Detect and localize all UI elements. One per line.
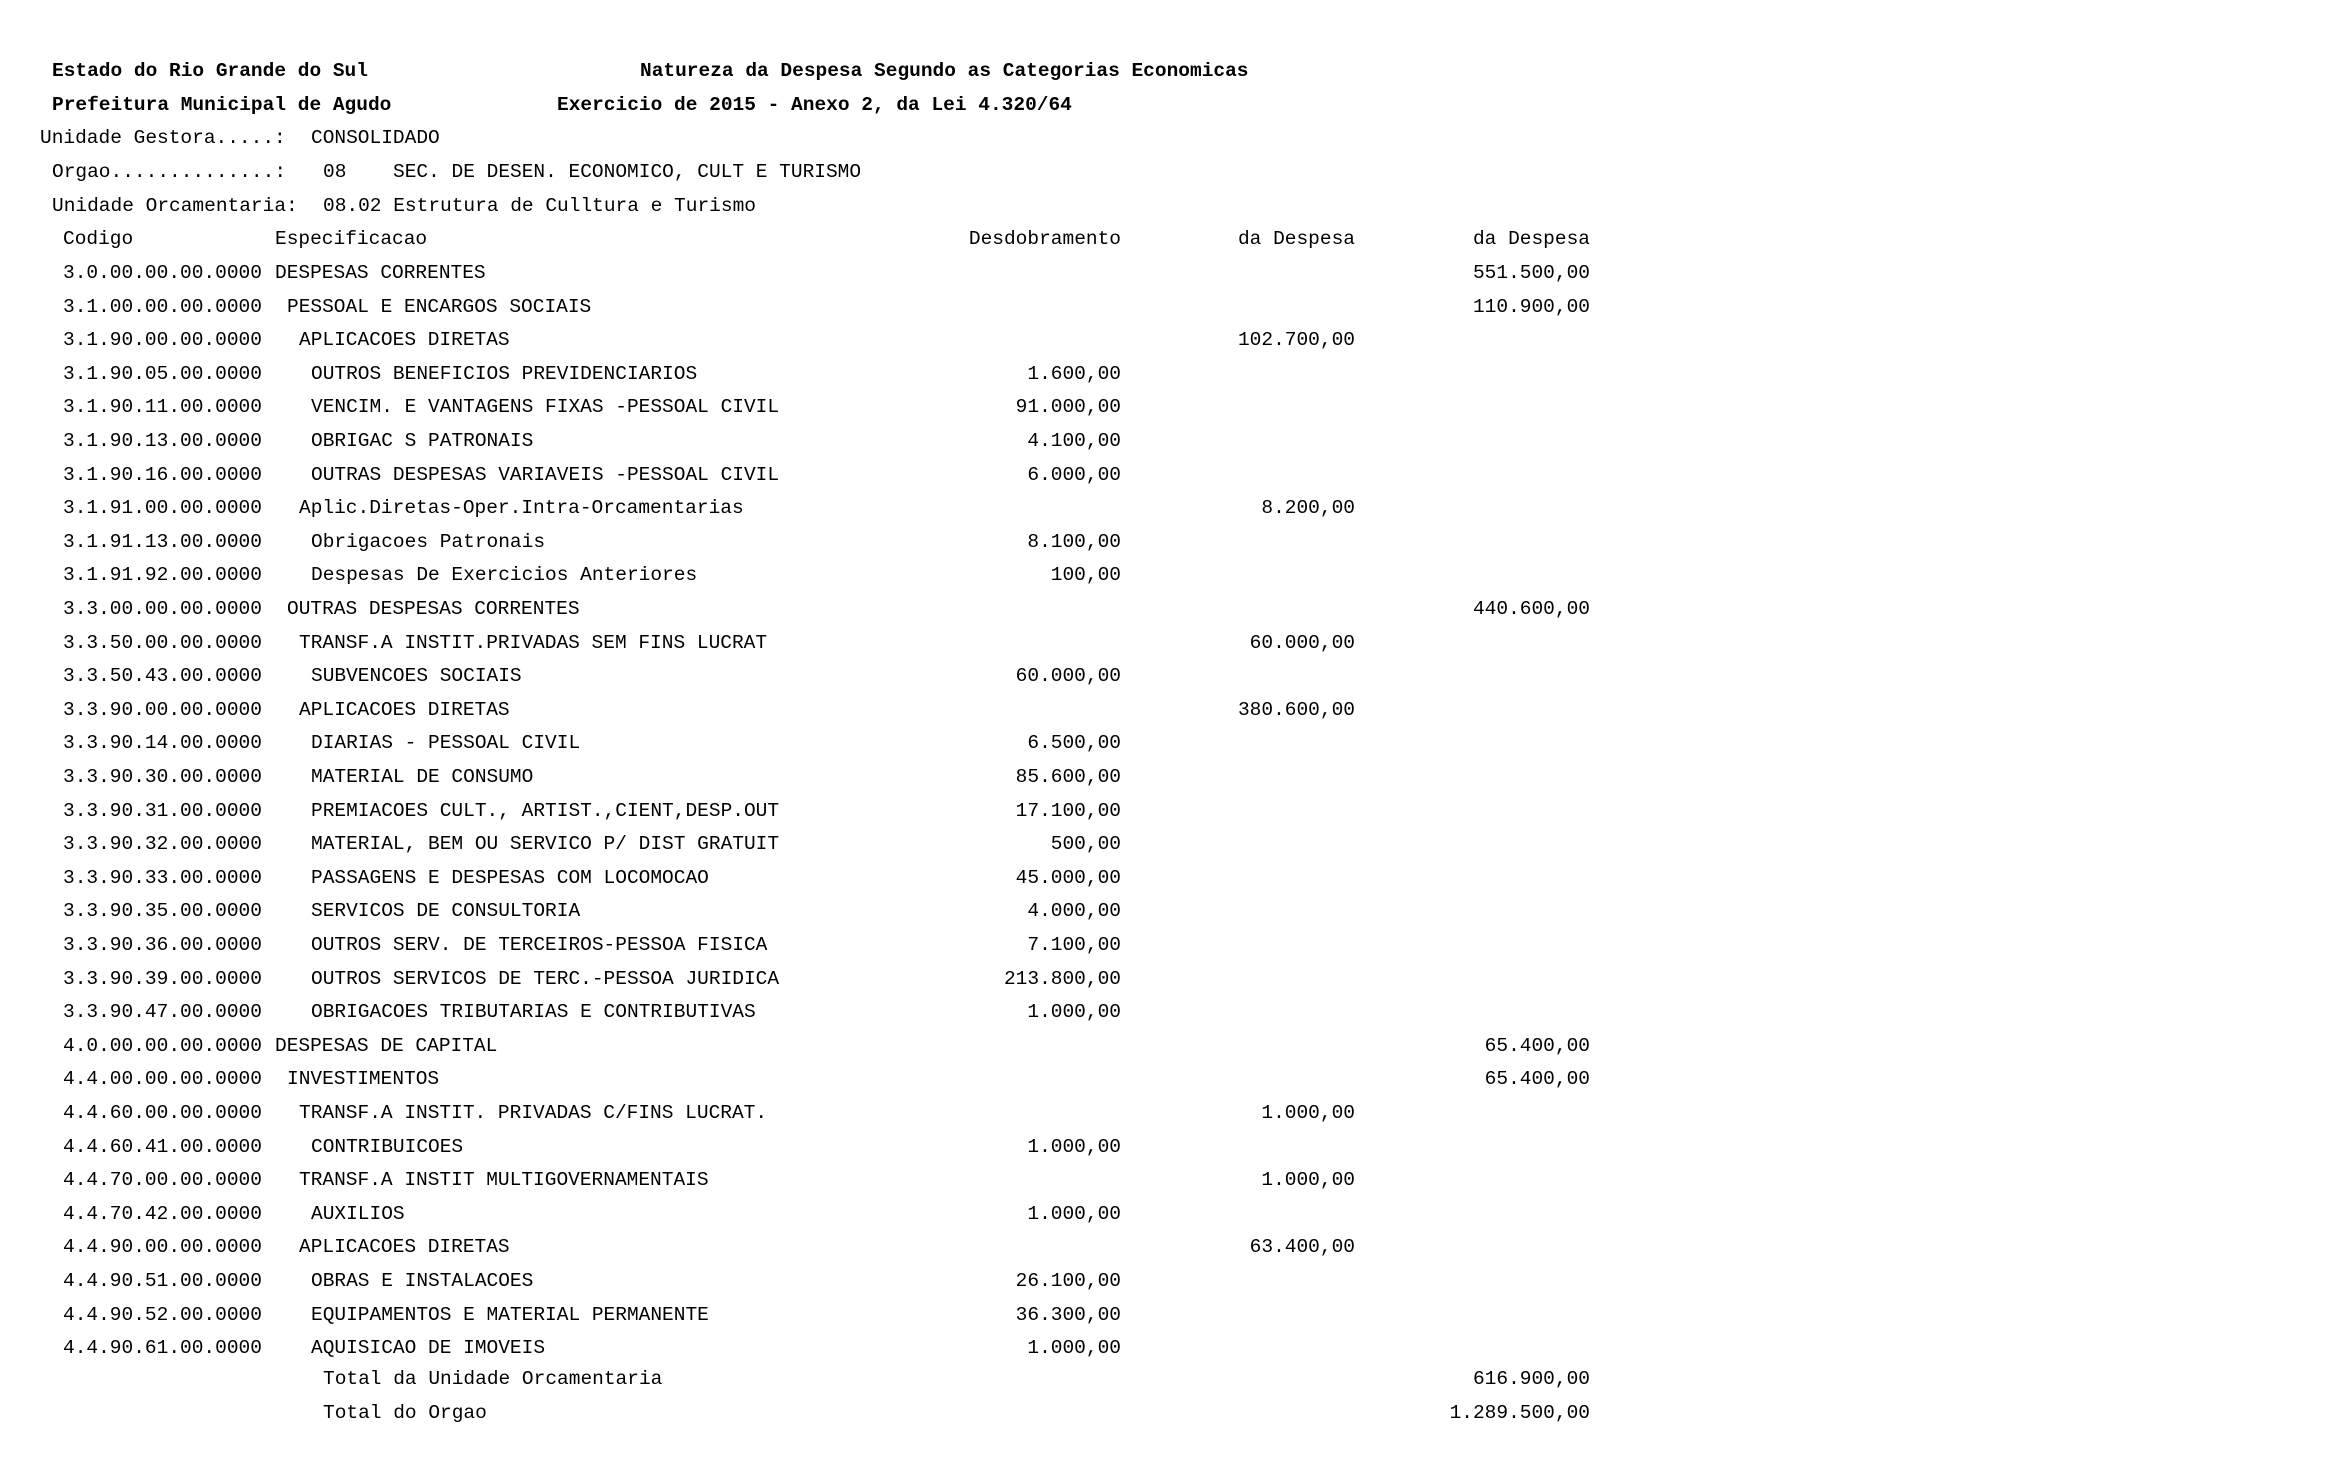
- row-code: 3.3.90.39.00.0000: [63, 968, 262, 990]
- row-despesa: 1.000,00: [1261, 1169, 1355, 1191]
- row-code: 3.0.00.00.00.0000: [63, 262, 262, 284]
- row-description: Aplic.Diretas-Oper.Intra-Orcamentarias: [299, 497, 744, 519]
- row-code: 3.1.90.16.00.0000: [63, 464, 262, 486]
- row-description: SUBVENCOES SOCIAIS: [311, 665, 522, 687]
- total-unidade-value: 616.900,00: [1472, 1368, 1590, 1390]
- orgao-code: 08: [323, 161, 347, 183]
- row-desdobramento: 91.000,00: [1015, 396, 1121, 418]
- row-code: 3.3.90.00.00.0000: [63, 699, 262, 721]
- row-desdobramento: 60.000,00: [1015, 665, 1121, 687]
- row-description: MATERIAL, BEM OU SERVICO P/ DIST GRATUIT: [311, 833, 780, 855]
- row-description: SERVICOS DE CONSULTORIA: [311, 900, 581, 922]
- row-code: 4.4.70.00.00.0000: [63, 1169, 262, 1191]
- row-despesa: 1.000,00: [1261, 1102, 1355, 1124]
- row-code: 3.3.90.32.00.0000: [63, 833, 262, 855]
- unidade-gestora-value: CONSOLIDADO: [311, 127, 440, 149]
- row-code: 3.3.90.31.00.0000: [63, 800, 262, 822]
- column-header-desdobramento: Desdobramento: [968, 228, 1121, 250]
- row-desdobramento: 85.600,00: [1015, 766, 1121, 788]
- row-code: 3.3.50.00.00.0000: [63, 632, 262, 654]
- row-desdobramento: 1.000,00: [1027, 1337, 1121, 1359]
- row-description: CONTRIBUICOES: [311, 1136, 464, 1158]
- row-code: 4.4.90.51.00.0000: [63, 1270, 262, 1292]
- row-desdobramento: 8.100,00: [1027, 531, 1121, 553]
- row-description: TRANSF.A INSTIT. PRIVADAS C/FINS LUCRAT.: [299, 1102, 768, 1124]
- orgao-name: SEC. DE DESEN. ECONOMICO, CULT E TURISMO: [393, 161, 862, 183]
- row-despesa-total: 65.400,00: [1484, 1068, 1590, 1090]
- row-description: PASSAGENS E DESPESAS COM LOCOMOCAO: [311, 867, 709, 889]
- row-despesa-total: 440.600,00: [1472, 598, 1590, 620]
- row-description: OUTROS SERV. DE TERCEIROS-PESSOA FISICA: [311, 934, 768, 956]
- row-desdobramento: 36.300,00: [1015, 1304, 1121, 1326]
- row-description: OBRAS E INSTALACOES: [311, 1270, 534, 1292]
- row-despesa-total: 65.400,00: [1484, 1035, 1590, 1057]
- row-code: 4.4.90.61.00.0000: [63, 1337, 262, 1359]
- row-code: 4.0.00.00.00.0000: [63, 1035, 262, 1057]
- row-desdobramento: 26.100,00: [1015, 1270, 1121, 1292]
- unidade-orcamentaria-label: Unidade Orcamentaria:: [52, 195, 298, 217]
- unidade-gestora-label: Unidade Gestora.....:: [40, 127, 286, 149]
- row-code: 4.4.00.00.00.0000: [63, 1068, 262, 1090]
- report-title: Natureza da Despesa Segundo as Categorias Economicas: [640, 60, 1249, 82]
- unidade-orcamentaria-value: 08.02 Estrutura de Culltura e Turismo: [323, 195, 756, 217]
- row-despesa-total: 110.900,00: [1472, 296, 1590, 318]
- column-header-especificacao: Especificacao: [275, 228, 428, 250]
- row-description: Despesas De Exercicios Anteriores: [311, 564, 698, 586]
- row-description: TRANSF.A INSTIT.PRIVADAS SEM FINS LUCRAT: [299, 632, 768, 654]
- row-description: AUXILIOS: [311, 1203, 405, 1225]
- total-orgao-label: Total do Orgao: [323, 1402, 487, 1424]
- row-code: 4.4.90.00.00.0000: [63, 1236, 262, 1258]
- row-code: 3.1.91.00.00.0000: [63, 497, 262, 519]
- row-code: 3.1.90.11.00.0000: [63, 396, 262, 418]
- total-unidade-label: Total da Unidade Orcamentaria: [323, 1368, 663, 1390]
- row-code: 3.1.90.00.00.0000: [63, 329, 262, 351]
- row-despesa: 60.000,00: [1249, 632, 1355, 654]
- row-code: 4.4.90.52.00.0000: [63, 1304, 262, 1326]
- prefecture-name: Prefeitura Municipal de Agudo: [52, 94, 392, 116]
- row-desdobramento: 100,00: [1050, 564, 1121, 586]
- row-description: OBRIGAC S PATRONAIS: [311, 430, 534, 452]
- row-description: AQUISICAO DE IMOVEIS: [311, 1337, 546, 1359]
- row-code: 3.3.90.36.00.0000: [63, 934, 262, 956]
- column-header-despesa: da Despesa: [1237, 228, 1355, 250]
- orgao-label: Orgao..............:: [52, 161, 287, 183]
- row-desdobramento: 213.800,00: [1003, 968, 1121, 990]
- row-code: 3.3.90.33.00.0000: [63, 867, 262, 889]
- row-desdobramento: 4.000,00: [1027, 900, 1121, 922]
- row-desdobramento: 6.000,00: [1027, 464, 1121, 486]
- row-despesa: 63.400,00: [1249, 1236, 1355, 1258]
- row-desdobramento: 1.000,00: [1027, 1001, 1121, 1023]
- row-description: APLICACOES DIRETAS: [299, 329, 510, 351]
- row-description: OUTRAS DESPESAS VARIAVEIS -PESSOAL CIVIL: [311, 464, 780, 486]
- row-desdobramento: 6.500,00: [1027, 732, 1121, 754]
- row-description: APLICACOES DIRETAS: [299, 1236, 510, 1258]
- row-code: 3.1.90.05.00.0000: [63, 363, 262, 385]
- row-description: OBRIGACOES TRIBUTARIAS E CONTRIBUTIVAS: [311, 1001, 756, 1023]
- row-code: 3.1.91.13.00.0000: [63, 531, 262, 553]
- row-code: 3.1.91.92.00.0000: [63, 564, 262, 586]
- row-description: DESPESAS CORRENTES: [275, 262, 486, 284]
- total-orgao-value: 1.289.500,00: [1449, 1402, 1590, 1424]
- row-description: INVESTIMENTOS: [287, 1068, 440, 1090]
- row-desdobramento: 1.000,00: [1027, 1136, 1121, 1158]
- row-code: 4.4.60.00.00.0000: [63, 1102, 262, 1124]
- row-desdobramento: 7.100,00: [1027, 934, 1121, 956]
- state-name: Estado do Rio Grande do Sul: [52, 60, 368, 82]
- row-description: PREMIACOES CULT., ARTIST.,CIENT,DESP.OUT: [311, 800, 780, 822]
- row-code: 3.3.90.35.00.0000: [63, 900, 262, 922]
- row-desdobramento: 1.600,00: [1027, 363, 1121, 385]
- row-description: APLICACOES DIRETAS: [299, 699, 510, 721]
- row-description: DIARIAS - PESSOAL CIVIL: [311, 732, 581, 754]
- row-description: Obrigacoes Patronais: [311, 531, 546, 553]
- row-description: OUTROS BENEFICIOS PREVIDENCIARIOS: [311, 363, 698, 385]
- row-code: 3.1.90.13.00.0000: [63, 430, 262, 452]
- row-description: DESPESAS DE CAPITAL: [275, 1035, 498, 1057]
- row-code: 4.4.60.41.00.0000: [63, 1136, 262, 1158]
- row-description: MATERIAL DE CONSUMO: [311, 766, 534, 788]
- row-desdobramento: 4.100,00: [1027, 430, 1121, 452]
- row-desdobramento: 17.100,00: [1015, 800, 1121, 822]
- row-despesa: 8.200,00: [1261, 497, 1355, 519]
- row-description: EQUIPAMENTOS E MATERIAL PERMANENTE: [311, 1304, 709, 1326]
- row-description: OUTROS SERVICOS DE TERC.-PESSOA JURIDICA: [311, 968, 780, 990]
- row-code: 3.1.00.00.00.0000: [63, 296, 262, 318]
- row-description: OUTRAS DESPESAS CORRENTES: [287, 598, 580, 620]
- column-header-despesa-total: da Despesa: [1472, 228, 1590, 250]
- row-description: TRANSF.A INSTIT MULTIGOVERNAMENTAIS: [299, 1169, 709, 1191]
- row-code: 3.3.90.47.00.0000: [63, 1001, 262, 1023]
- row-code: 3.3.90.30.00.0000: [63, 766, 262, 788]
- row-desdobramento: 1.000,00: [1027, 1203, 1121, 1225]
- row-code: 4.4.70.42.00.0000: [63, 1203, 262, 1225]
- row-despesa-total: 551.500,00: [1472, 262, 1590, 284]
- column-header-codigo: Codigo: [63, 228, 134, 250]
- row-despesa: 380.600,00: [1237, 699, 1355, 721]
- exercise-subtitle: Exercicio de 2015 - Anexo 2, da Lei 4.320/64: [557, 94, 1072, 116]
- row-description: VENCIM. E VANTAGENS FIXAS -PESSOAL CIVIL: [311, 396, 780, 418]
- row-code: 3.3.00.00.00.0000: [63, 598, 262, 620]
- row-despesa: 102.700,00: [1237, 329, 1355, 351]
- row-code: 3.3.90.14.00.0000: [63, 732, 262, 754]
- row-desdobramento: 500,00: [1050, 833, 1121, 855]
- row-description: PESSOAL E ENCARGOS SOCIAIS: [287, 296, 592, 318]
- row-desdobramento: 45.000,00: [1015, 867, 1121, 889]
- row-code: 3.3.50.43.00.0000: [63, 665, 262, 687]
